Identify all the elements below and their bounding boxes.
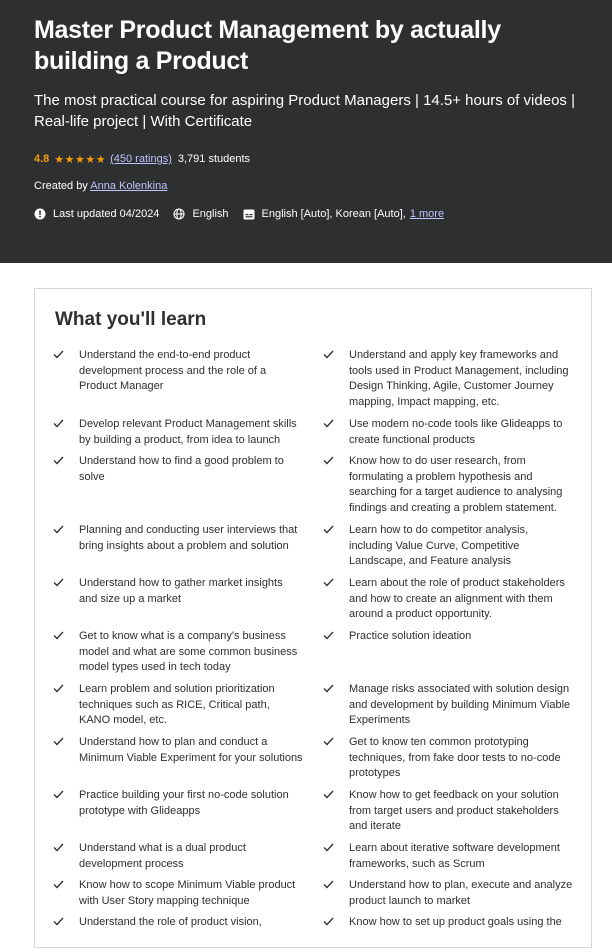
learn-item xyxy=(53,915,303,952)
language xyxy=(173,208,228,220)
checkmark-icon xyxy=(53,842,67,858)
learn-item xyxy=(53,523,303,576)
learn-item-text: Know how to do user research, from formulating a problem hypothesis and searching for a target audience to analysing findings and creating a problem statement. xyxy=(349,455,563,514)
checkmark-icon xyxy=(53,349,67,365)
learn-item xyxy=(53,735,303,788)
what-you-learn-title: What you'll learn xyxy=(55,309,207,330)
checkmark-icon xyxy=(323,455,337,471)
learn-item xyxy=(53,629,303,682)
learn-item-text: Understand the end-to-end product development process and the role of a Product Manager xyxy=(79,349,267,393)
learn-item-text: Learn about the role of product stakeholders and how to create an alignment with them around a product opportunity. xyxy=(349,577,565,621)
checkmark-icon xyxy=(323,879,337,895)
learn-item xyxy=(323,454,573,523)
learn-item xyxy=(323,417,573,454)
checkmark-icon xyxy=(323,842,337,858)
checkmark-icon xyxy=(53,683,67,699)
learn-column-left xyxy=(53,348,303,952)
star-rating-icon: ★★★★★ xyxy=(54,153,107,166)
course-subtitle: The most practical course for aspiring Product Managers | 14.5+ hours of videos | Real-life project | With Certificate xyxy=(34,92,575,130)
learn-item-text: Manage risks associated with solution design and development by building Minimum Viable Experiments xyxy=(349,683,571,727)
checkmark-icon xyxy=(53,630,67,646)
learn-item xyxy=(53,454,303,523)
learn-column-right xyxy=(323,348,573,952)
learn-item xyxy=(323,841,573,878)
checkmark-icon xyxy=(53,789,67,805)
what-you-learn-card xyxy=(34,288,592,948)
learn-item-text: Understand the role of product vision, xyxy=(79,916,262,928)
learn-item-text: Know how to get feedback on your solution from target users and product stakeholders and iterate xyxy=(349,789,559,833)
learn-item xyxy=(323,682,573,735)
learn-item xyxy=(53,841,303,878)
captions-text: English [Auto], Korean [Auto], xyxy=(261,208,406,220)
learn-item xyxy=(323,735,573,788)
checkmark-icon xyxy=(323,683,337,699)
students-count: 3,791 students xyxy=(177,153,251,165)
learn-item-text: Practice solution ideation xyxy=(349,630,472,642)
alert-badge-icon xyxy=(34,208,46,220)
learn-item-text: Understand how to plan, execute and analyze product launch to market xyxy=(349,879,573,907)
learn-item-text: Understand how to gather market insights and size up a market xyxy=(79,577,283,605)
checkmark-icon xyxy=(323,349,337,365)
learn-item-text: Get to know ten common prototyping techniques, from fake door tests to no-code prototypes xyxy=(349,736,561,780)
checkmark-icon xyxy=(323,524,337,540)
checkmark-icon xyxy=(323,916,337,932)
learn-item xyxy=(323,788,573,841)
learn-item xyxy=(323,878,573,915)
checkmark-icon xyxy=(53,455,67,471)
learn-item xyxy=(323,915,573,952)
ratings-count-link[interactable]: (450 ratings) xyxy=(110,153,172,165)
checkmark-icon xyxy=(323,789,337,805)
created-by-label: Created by xyxy=(34,180,88,192)
checkmark-icon xyxy=(323,418,337,434)
course-meta xyxy=(34,208,458,220)
checkmark-icon xyxy=(53,736,67,752)
learn-item-text: Understand how to plan and conduct a Minimum Viable Experiment for your solutions xyxy=(79,736,303,764)
globe-icon xyxy=(173,208,185,220)
learn-item xyxy=(53,682,303,735)
checkmark-icon xyxy=(323,577,337,593)
learn-item xyxy=(53,576,303,629)
learn-item xyxy=(323,348,573,417)
course-title: Master Product Management by actually building a Product xyxy=(34,16,501,75)
learn-item-text: Get to know what is a company's business model and what are some common business model types used in tech today xyxy=(79,630,298,674)
learn-item-text: Learn how to do competitor analysis, including Value Curve, Competitive Landscape, and Feature analysis xyxy=(349,524,529,568)
more-captions-link[interactable]: 1 more xyxy=(409,208,445,220)
created-by xyxy=(34,180,167,192)
learn-item xyxy=(53,878,303,915)
learn-item xyxy=(53,348,303,417)
checkmark-icon xyxy=(53,524,67,540)
learn-item-text: Understand what is a dual product development process xyxy=(79,842,246,870)
closed-captions-icon xyxy=(243,209,255,220)
captions xyxy=(243,208,445,220)
checkmark-icon xyxy=(53,577,67,593)
author-link[interactable]: Anna Kolenkina xyxy=(90,180,168,192)
checkmark-icon xyxy=(53,916,67,932)
learn-item-text: Use modern no-code tools like Glideapps to create functional products xyxy=(349,418,563,446)
learn-item-text: Know how to scope Minimum Viable product with User Story mapping technique xyxy=(79,879,296,907)
learn-item-text: Develop relevant Product Management skills by building a product, from idea to launch xyxy=(79,418,297,446)
learn-item-text: Understand how to find a good problem to solve xyxy=(79,455,284,483)
rating-row xyxy=(34,151,250,167)
language-text: English xyxy=(192,208,229,220)
checkmark-icon xyxy=(323,630,337,646)
learn-item-text: Understand and apply key frameworks and tools used in Product Management, including Design Thinking, Agile, Customer Journey mapping, Impact mapping, etc. xyxy=(349,349,569,408)
learn-item xyxy=(323,576,573,629)
learn-item xyxy=(323,523,573,576)
rating-value: 4.8 xyxy=(34,153,50,165)
learn-item xyxy=(323,629,573,682)
course-header xyxy=(0,0,612,263)
learn-item xyxy=(53,417,303,454)
checkmark-icon xyxy=(53,879,67,895)
learn-item-text: Learn problem and solution prioritization techniques such as RICE, Critical path, KANO model, etc. xyxy=(79,683,275,727)
learn-item-text: Learn about iterative software development frameworks, such as Scrum xyxy=(349,842,560,870)
learn-item-text: Planning and conducting user interviews that bring insights about a problem and solution xyxy=(79,524,298,552)
learn-item-text: Know how to set up product goals using the xyxy=(349,916,562,928)
checkmark-icon xyxy=(53,418,67,434)
last-updated xyxy=(34,208,159,220)
last-updated-text: Last updated 04/2024 xyxy=(53,208,160,220)
learn-item xyxy=(53,788,303,841)
learn-item-text: Practice building your first no-code solution prototype with Glideapps xyxy=(79,789,289,817)
checkmark-icon xyxy=(323,736,337,752)
